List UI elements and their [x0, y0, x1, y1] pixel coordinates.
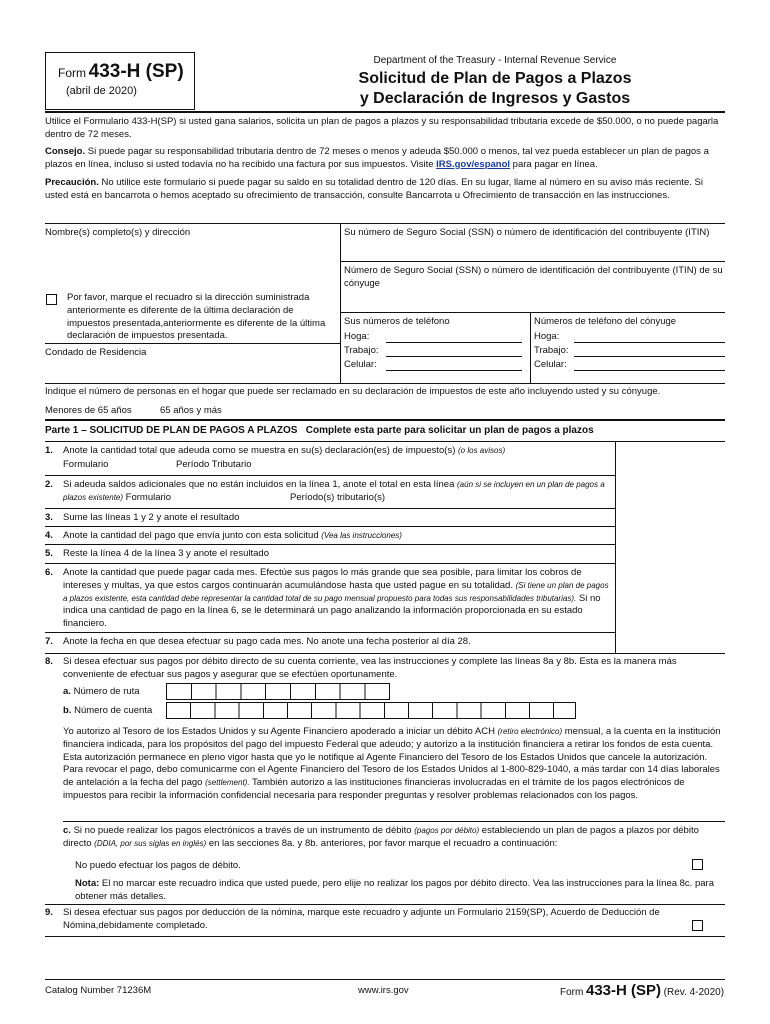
- spouse-cell-label: Celular:: [534, 359, 567, 370]
- line-1-text: [63, 445, 613, 458]
- department-name: Department of the Treasury - Internal Revenue Service: [373, 55, 617, 66]
- address-change-checkbox[interactable]: [46, 294, 57, 305]
- grid-bottom-rule: [45, 383, 725, 384]
- consejo-label: Consejo.: [45, 146, 86, 157]
- line-4-italic: (Vea las instrucciones): [321, 531, 402, 540]
- line-3-number: 3.: [45, 512, 53, 523]
- spouse-ssn-label: Número de Seguro Social (SSN) o número de identificación del contribuyente (ITIN) de su cónyuge: [344, 265, 723, 289]
- spouse-home-label: Hoga:: [534, 331, 560, 342]
- name-address-label: Nombre(s) completo(s) y dirección: [45, 227, 191, 238]
- form-title-1: Solicitud de Plan de Pagos a Plazos: [358, 70, 632, 87]
- line-2-period-label: Período(s) tributario(s): [290, 492, 386, 503]
- line-9-top-rule: [45, 904, 725, 905]
- ssn-rule: [340, 261, 725, 262]
- no-debit-label: No puedo efectuar los pagos de débito.: [75, 860, 241, 871]
- line-1-main: Anote la cantidad total que adeuda como se muestra en su(s) declaración(es) de impuesto(s): [63, 445, 458, 456]
- line-8a-letter: a.: [63, 686, 71, 697]
- form-title-2: y Declaración de Ingresos y Gastos: [359, 90, 631, 107]
- auth-text-3: También autorizo a las instituciones financieras involucradas en el trámite de los pagos electrónicos de impuestos para recibir la información confidencial necesaria para responder preguntas y resolver problemas relacionados con los pagos.: [63, 777, 685, 802]
- line-8c-main-3: en las secciones 8a. y 8b. anteriores, por favor marque el recuadro a continuación:: [206, 837, 558, 849]
- auth-italic-2: (settlement).: [205, 778, 250, 788]
- phones-top-rule: [340, 312, 725, 313]
- footer-form-prefix: Form: [560, 987, 584, 998]
- line-8c-letter: c.: [63, 825, 71, 836]
- spouse-phones-label: Números de teléfono del cónyuge: [534, 316, 677, 327]
- spouse-work-label: Trabajo:: [534, 345, 569, 356]
- consejo-text: Si puede pagar su responsabilidad tributaria dentro de 72 meses o menos y adeuda $50.000 o menos, tal vez pueda establecer un plan de pagos a plazos en línea, incluso si usted todavía no ha recibido una factura por sus impuestos. Visite: [45, 146, 709, 170]
- irs-espanol-link[interactable]: IRS.gov/espanol: [436, 158, 511, 170]
- grid-divider-v: [340, 223, 341, 383]
- spouse-cell-input[interactable]: [574, 370, 725, 371]
- line-9-number: 9.: [45, 907, 53, 918]
- auth-text-2: mensual, a la cuenta en la institución financiera indicada, para los propósitos del pago del impuesto Federal que adeudo; y autorizo a la institución financiera a retirar los fondos de esta cuenta. Esta autorización permanece en pleno vigor hasta que yo le notifique al Agente Financiero del Tesoro de los Estados Unidos que cancele la autorización. Para revocar el pago, debo comunicarme con el Agente Financiero del Tesoro de los Estados Unidos al 1-800-829-1040, a más tardar con 14 días laborales de antelación a la fecha del pago: [63, 726, 721, 789]
- home-phone-label: Hoga:: [344, 331, 370, 342]
- part1-subtitle: Complete esta parte para solicitar un plan de pagos a plazos: [305, 425, 594, 436]
- line-2-number: 2.: [45, 479, 53, 490]
- line-1-number: 1.: [45, 445, 53, 456]
- line-8-number: 8.: [45, 656, 53, 667]
- line-1-form-label: Formulario: [63, 459, 109, 470]
- line-5-text: Reste la línea 4 de la línea 3 y anote el resultado: [63, 548, 269, 559]
- line-8c-main-2: estableciendo un plan de pagos a plazos por débito directo: [63, 825, 699, 849]
- footer-rule: [45, 979, 725, 980]
- form-date: (abril de 2020): [66, 85, 137, 97]
- consejo-paragraph: [45, 146, 725, 172]
- line-8-text: Si desea efectuar sus pagos por débito directo de su cuenta corriente, vea las instrucciones y complete las líneas 8a y 8b. Esta es la manera más conveniente de efectuar sus pagos y asegurar que se efectúen oportunamente.: [63, 656, 677, 680]
- line-6-text: [63, 567, 613, 631]
- ach-authorization-text: [63, 726, 723, 803]
- catalog-number: Catalog Number 71236M: [45, 985, 152, 996]
- line-2-rule: [45, 508, 615, 509]
- phones-divider-v: [530, 312, 531, 383]
- auth-italic-1: (retiro electrónico): [497, 727, 563, 736]
- amount-field-7[interactable]: [616, 633, 725, 653]
- spouse-home-input[interactable]: [574, 342, 725, 343]
- no-debit-checkbox[interactable]: [692, 859, 703, 870]
- nota-body: El no marcar este recuadro indica que usted puede, pero elije no realizar los pagos por débito directo. Vea las instrucciones para la línea 8c. para obtener más detalles.: [75, 878, 714, 902]
- footer-form-id: [560, 981, 724, 1001]
- line-7-rule: [45, 653, 725, 654]
- precaucion-paragraph: [45, 177, 725, 203]
- payroll-deduction-checkbox[interactable]: [692, 920, 703, 931]
- grid-top-rule: [45, 223, 725, 224]
- spouse-work-input[interactable]: [574, 356, 725, 357]
- auth-text-1: Yo autorizo al Tesoro de los Estados Unidos y su Agente Financiero apoderado a iniciar un débito ACH: [63, 726, 498, 737]
- line-8c-rule: [63, 821, 725, 822]
- line-6-main: Anote la cantidad que puede pagar cada mes. Efectúe sus pagos lo más grande que sea posible, para limitar los cobros de intereses y multas, ya que estos cargos continuarán acumulándose hasta que usted pague en su totalidad.: [63, 567, 582, 591]
- line-8c-text: [63, 825, 723, 851]
- over-65-label: 65 años y más: [160, 405, 222, 416]
- intro-paragraph: Utilice el Formulario 433-H(SP) si usted gana salarios, solicita un plan de pagos a plazos y su responsabilidad tributaria excede de $50.000, o no puede pagarla dentro de 72 meses.: [45, 116, 719, 140]
- line-6-rule: [45, 632, 615, 633]
- household-text: Indique el número de personas en el hogar que puede ser reclamado en su declaración de impuestos de este año incluyendo usted y su cónyuge.: [45, 386, 661, 397]
- address-change-text: Por favor, marque el recuadro si la dirección suministrada anteriormente es diferente de la última declaración de impuestos presentada,anteriormente es diferente de la última declaración de impuestos presentada.: [67, 292, 326, 342]
- ssn-label: Su número de Seguro Social (SSN) o número de identificación del contribuyente (ITIN): [344, 227, 710, 238]
- header-rule: [45, 111, 725, 113]
- amount-field-5[interactable]: [616, 545, 725, 563]
- under-65-label: Menores de 65 años: [45, 405, 132, 416]
- part1-title: Parte 1 – SOLICITUD DE PLAN DE PAGOS A PLAZOS: [45, 425, 298, 436]
- line-2-italic: (aún si se incluyen en un plan de pagos a plazos existente): [63, 480, 605, 502]
- footer-revision: (Rev. 4-2020): [663, 987, 725, 998]
- work-phone-label: Trabajo:: [344, 345, 379, 356]
- amount-field-4[interactable]: [616, 527, 725, 544]
- line-1-period-label: Período Tributario: [176, 459, 252, 470]
- irs-website: www.irs.gov: [358, 985, 409, 996]
- amount-field-6[interactable]: [616, 564, 725, 632]
- line-6-number: 6.: [45, 567, 53, 578]
- precaucion-label: Precaución.: [45, 177, 99, 188]
- line-6-tail: Si no indica una cantidad de pago en la línea 6, se le determinará un pago analizando la información proporcionada en su estado financiero.: [63, 592, 601, 630]
- work-phone-input[interactable]: [386, 356, 522, 357]
- line-9-text: Si desea efectuar sus pagos por deducción de la nómina, marque este recuadro y adjunte un Formulario 2159(SP), Acuerdo de Deducción de Nómina,debidamente completado.: [63, 907, 660, 931]
- amount-field-2[interactable]: [616, 476, 725, 508]
- line-6-italic: (Si tiene un plan de pagos a plazos existente, esta cantidad debe representar la cantidad total de su pago mensual propuesto para todas sus responsabilidades tributarias).: [63, 580, 609, 603]
- county-label: Condado de Residencia: [45, 347, 147, 358]
- line-7-number: 7.: [45, 636, 53, 647]
- line-8c-italic-2: (DDIA, por sus siglas en inglés): [94, 838, 207, 848]
- name-address-field[interactable]: [45, 240, 335, 288]
- precaucion-text: No utilice este formulario si puede pagar su saldo en su totalidad dentro de 120 días. En su lugar, llame al número en su aviso más reciente. Si usted está en bancarrota o hemos aceptado su ofrecimiento de transacción, consulte Bancarrota u Ofrecimiento de transacción en las instrucciones.: [45, 177, 703, 201]
- line-8a-label: [63, 686, 140, 699]
- line-2-main: Si adeuda saldos adicionales que no están incluidos en la línea 1, anote el total en esta línea: [63, 479, 458, 490]
- line-3-text: Sume las líneas 1 y 2 y anote el resultado: [63, 512, 240, 523]
- nota-text: [75, 878, 720, 904]
- cell-phone-label: Celular:: [344, 359, 377, 370]
- line-9-bottom-rule: [45, 936, 725, 937]
- line-4-text: [63, 530, 613, 543]
- form-id-block: [45, 52, 195, 110]
- line-7-text: Anote la fecha en que desea efectuar su pago cada mes. No anote una fecha posterior al día 28.: [63, 636, 471, 647]
- nota-label: Nota:: [75, 878, 100, 889]
- county-rule: [45, 343, 340, 344]
- line-4-main: Anote la cantidad del pago que envía junto con esta solicitud: [63, 530, 322, 541]
- cell-phone-input[interactable]: [386, 370, 522, 371]
- home-phone-input[interactable]: [386, 342, 522, 343]
- account-number-boxes[interactable]: [166, 702, 576, 719]
- line-8b-letter: b.: [63, 705, 72, 716]
- line-8b-text: Número de cuenta: [71, 705, 153, 716]
- line-5-number: 5.: [45, 548, 53, 559]
- routing-number-boxes[interactable]: [166, 683, 390, 700]
- phones-label: Sus números de teléfono: [344, 316, 450, 327]
- part1-top-rule: [45, 419, 725, 421]
- line-3-rule: [45, 526, 615, 527]
- line-1-rule: [45, 475, 615, 476]
- line-5-rule: [45, 563, 615, 564]
- line-8c-main: Si no puede realizar los pagos electrónicos a través de un instrumento de débito: [70, 825, 415, 836]
- line-8c-italic: (pagos por débito): [414, 826, 480, 835]
- amount-field-3[interactable]: [616, 509, 725, 526]
- line-8a-text: Número de ruta: [70, 686, 140, 697]
- consejo-tail: para pagar en línea.: [510, 158, 598, 170]
- line-8b-label: [63, 705, 152, 718]
- line-4-number: 4.: [45, 530, 53, 541]
- form-number: 433-H (SP): [88, 61, 184, 82]
- line-1-italic: (o los avisos): [458, 446, 506, 455]
- amount-field-1[interactable]: [616, 442, 725, 475]
- form-prefix: Form: [58, 66, 86, 80]
- footer-form-number: 433-H (SP): [585, 982, 662, 999]
- line-4-rule: [45, 544, 615, 545]
- line-2-form-label: Formulario: [123, 491, 172, 503]
- part1-heading: [45, 424, 594, 438]
